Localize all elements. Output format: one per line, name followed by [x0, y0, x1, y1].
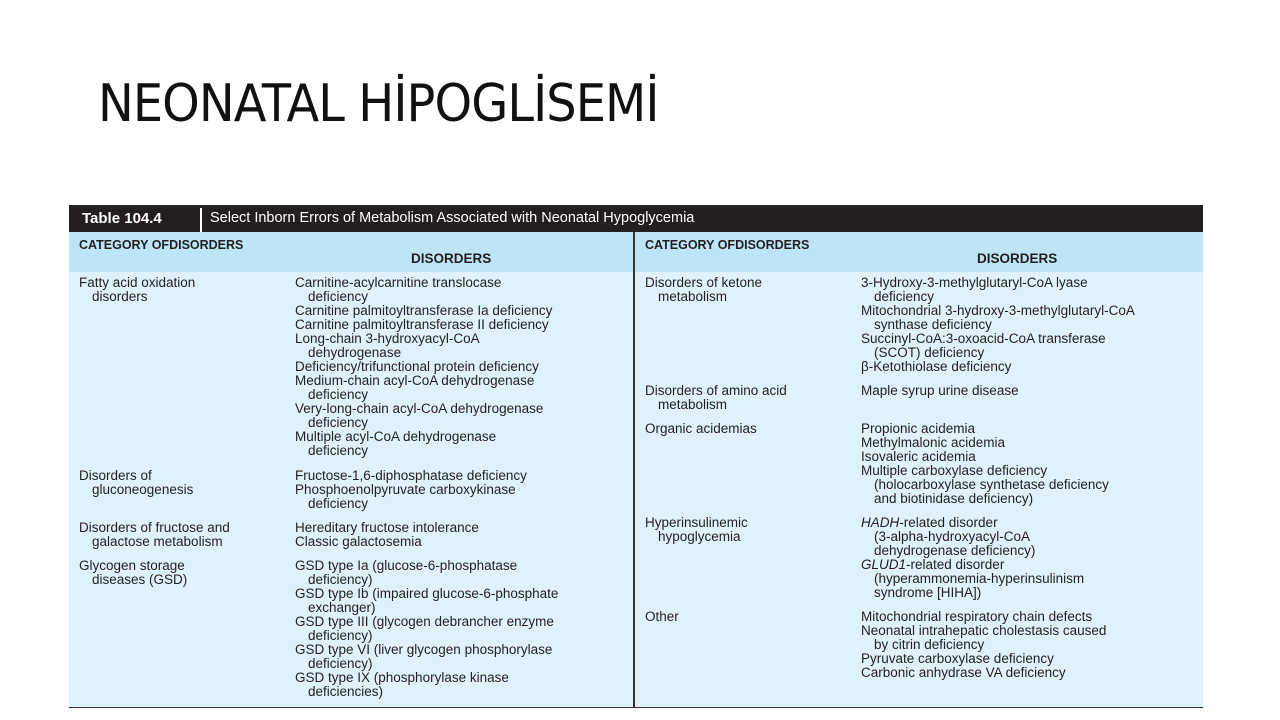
category-amino-acid: Disorders of amino acid metabolism [645, 383, 787, 412]
header-category-left: CATEGORY OFDISORDERS [79, 238, 244, 252]
header-category-right: CATEGORY OFDISORDERS [645, 238, 810, 252]
header-disorders-left: DISORDERS [411, 251, 492, 266]
category-organic-acidemias: Organic acidemias [645, 421, 757, 436]
category-other: Other [645, 609, 679, 624]
disorders-hyperinsulinemic: HADH-related disorder (3-alpha-hydroxyacyl-CoA dehydrogenase deficiency) GLUD1-related disorder (hyperammonemia-hyperinsulinism syndrome [HIHA]) [861, 515, 1085, 600]
disorders-organic-acidemias: Propionic acidemia Methylmalonic acidemia Isovaleric acidemia Multiple carboxylase deficiency (holocarboxylase synthetase deficiency and biotinidase deficiency) [861, 421, 1109, 506]
category-gluconeogenesis: Disorders of gluconeogenesis [79, 468, 194, 497]
category-glycogen-storage: Glycogen storage diseases (GSD) [79, 558, 188, 587]
category-fructose-galactose: Disorders of fructose and galactose metabolism [79, 520, 230, 549]
category-hyperinsulinemic: Hyperinsulinemic hypoglycemia [645, 515, 748, 544]
disorders-gluconeogenesis: Fructose-1,6-diphosphatase deficiency Phosphoenolpyruvate carboxykinase deficiency [295, 468, 527, 511]
caption-divider [200, 208, 202, 232]
header-disorders-right: DISORDERS [977, 251, 1058, 266]
disorders-glycogen-storage: GSD type Ia (glucose-6-phosphatase deficiency) GSD type Ib (impaired glucose-6-phosphate exchanger) GSD type III (glycogen debrancher enzyme deficiency) GSD type VI (liver glycogen phosphorylase deficiency) GSD type IX (phosphorylase kinase deficiencies) [295, 558, 559, 699]
disorders-ketone: 3-Hydroxy-3-methylglutaryl-CoA lyase deficiency Mitochondrial 3-hydroxy-3-methylglutaryl-CoA synthase deficiency Succinyl-CoA:3-oxoacid-CoA transferase (SCOT) deficiency β-Ketothiolase deficiency [861, 275, 1135, 374]
category-ketone: Disorders of ketone metabolism [645, 275, 763, 304]
table-caption-bar [69, 205, 1203, 232]
metabolism-table [69, 205, 1203, 708]
disorders-fructose-galactose: Hereditary fructose intolerance Classic galactosemia [295, 520, 479, 549]
slide-title: NEONATAL HİPOGLİSEMİ [98, 74, 659, 134]
table-number: Table 104.4 [82, 210, 162, 227]
disorders-amino-acid: Maple syrup urine disease [861, 383, 1019, 398]
table-caption: Select Inborn Errors of Metabolism Associated with Neonatal Hypoglycemia [210, 210, 695, 226]
category-fatty-acid: Fatty acid oxidation disorders [79, 275, 196, 304]
column-divider [633, 232, 635, 707]
disorders-fatty-acid: Carnitine-acylcarnitine translocase deficiency Carnitine palmitoyltransferase Ia deficiency Carnitine palmitoyltransferase II deficiency Long-chain 3-hydroxyacyl-CoA dehydrogenase Deficiency/trifunctional protein deficiency Medium-chain acyl-CoA dehydrogenase deficiency Very-long-chain acyl-CoA dehydrogenase deficiency Multiple acyl-CoA dehydrogenase deficiency [295, 275, 553, 458]
disorders-other: Mitochondrial respiratory chain defects Neonatal intrahepatic cholestasis caused by citrin deficiency Pyruvate carboxylase deficiency Carbonic anhydrase VA deficiency [861, 609, 1107, 680]
